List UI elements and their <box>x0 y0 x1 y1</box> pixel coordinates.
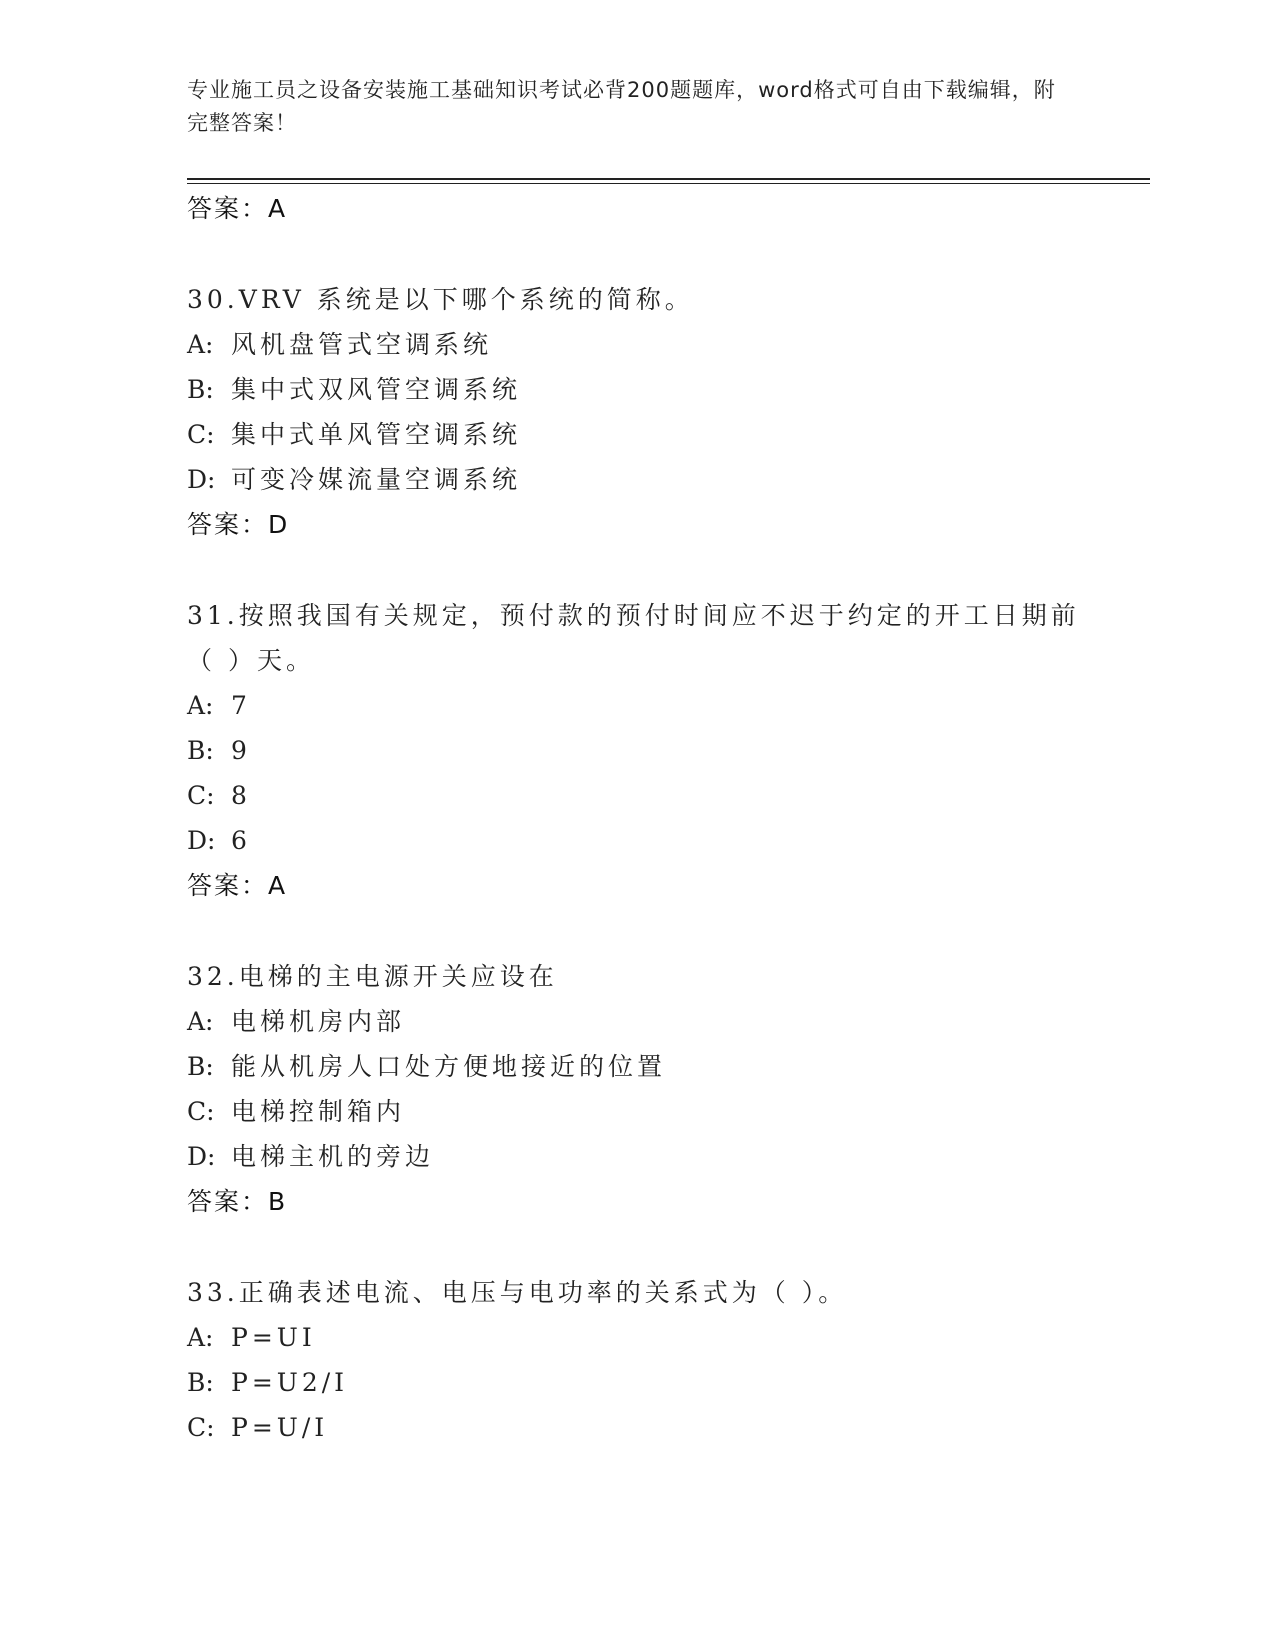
option-c <box>187 1405 1087 1450</box>
answer-line: 答案：A <box>187 871 288 900</box>
answer-line: 答案：B <box>187 1187 288 1216</box>
option-text: P=UI <box>231 1323 316 1352</box>
option-text: 集中式双风管空调系统 <box>231 375 522 404</box>
option-text: 电梯机房内部 <box>231 1007 406 1036</box>
spacer <box>187 548 1087 593</box>
option-letter: D: <box>187 465 216 494</box>
question-text: 33.正确表述电流、电压与电功率的关系式为（ ）。 <box>187 1278 848 1307</box>
option-c <box>187 412 1087 457</box>
option-text: 能从机房人口处方便地接近的位置 <box>231 1052 667 1081</box>
option-a <box>187 1315 1087 1360</box>
option-letter: C: <box>187 1097 215 1126</box>
question-text: 32.电梯的主电源开关应设在 <box>187 962 558 991</box>
option-text: 6 <box>231 826 251 855</box>
option-b <box>187 728 1087 773</box>
option-letter: A: <box>187 1007 214 1036</box>
option-text: P=U/I <box>231 1413 329 1442</box>
option-d <box>187 457 1087 502</box>
option-d <box>187 818 1087 863</box>
option-text: 电梯主机的旁边 <box>231 1142 435 1171</box>
option-text: 电梯控制箱内 <box>231 1097 406 1126</box>
spacer <box>187 1225 1087 1270</box>
option-a <box>187 322 1087 367</box>
option-letter: A: <box>187 330 214 359</box>
option-letter: C: <box>187 781 215 810</box>
option-letter: B: <box>187 375 214 404</box>
option-b <box>187 1044 1087 1089</box>
option-text: 集中式单风管空调系统 <box>231 420 522 449</box>
answer-line: 答案：D <box>187 510 290 539</box>
document-header: 专业施工员之设备安装施工基础知识考试必背200题题库，word格式可自由下载编辑，附完整答案！ <box>187 78 1056 135</box>
option-letter: A: <box>187 691 214 720</box>
header-divider-thin <box>187 183 1150 184</box>
option-letter: D: <box>187 1142 216 1171</box>
question-text: 31.按照我国有关规定，预付款的预付时间应不迟于约定的开工日期前（ ）天。 <box>187 601 1080 675</box>
option-letter: B: <box>187 736 214 765</box>
option-text: P=U2/I <box>231 1368 349 1397</box>
header-divider-thick <box>187 178 1150 180</box>
question-block <box>187 593 1087 909</box>
question-block <box>187 1270 1087 1450</box>
option-letter: B: <box>187 1368 214 1397</box>
option-letter: C: <box>187 420 215 449</box>
option-a <box>187 999 1087 1044</box>
option-text: 8 <box>231 781 251 810</box>
option-text: 可变冷媒流量空调系统 <box>231 465 522 494</box>
question-list <box>187 186 1087 1450</box>
option-b <box>187 367 1087 412</box>
spacer <box>187 909 1087 954</box>
question-block <box>187 277 1087 548</box>
option-text: 9 <box>231 736 251 765</box>
answer-line: 答案：A <box>187 194 288 223</box>
option-text: 风机盘管式空调系统 <box>231 330 493 359</box>
option-d <box>187 1134 1087 1179</box>
option-c <box>187 773 1087 818</box>
option-letter: A: <box>187 1323 214 1352</box>
option-letter: D: <box>187 826 216 855</box>
question-text: 30.VRV 系统是以下哪个系统的简称。 <box>187 285 694 314</box>
option-c <box>187 1089 1087 1134</box>
spacer <box>187 232 1087 277</box>
question-block <box>187 954 1087 1225</box>
option-letter: C: <box>187 1413 215 1442</box>
option-a <box>187 683 1087 728</box>
option-letter: B: <box>187 1052 214 1081</box>
option-text: 7 <box>231 691 251 720</box>
option-b <box>187 1360 1087 1405</box>
